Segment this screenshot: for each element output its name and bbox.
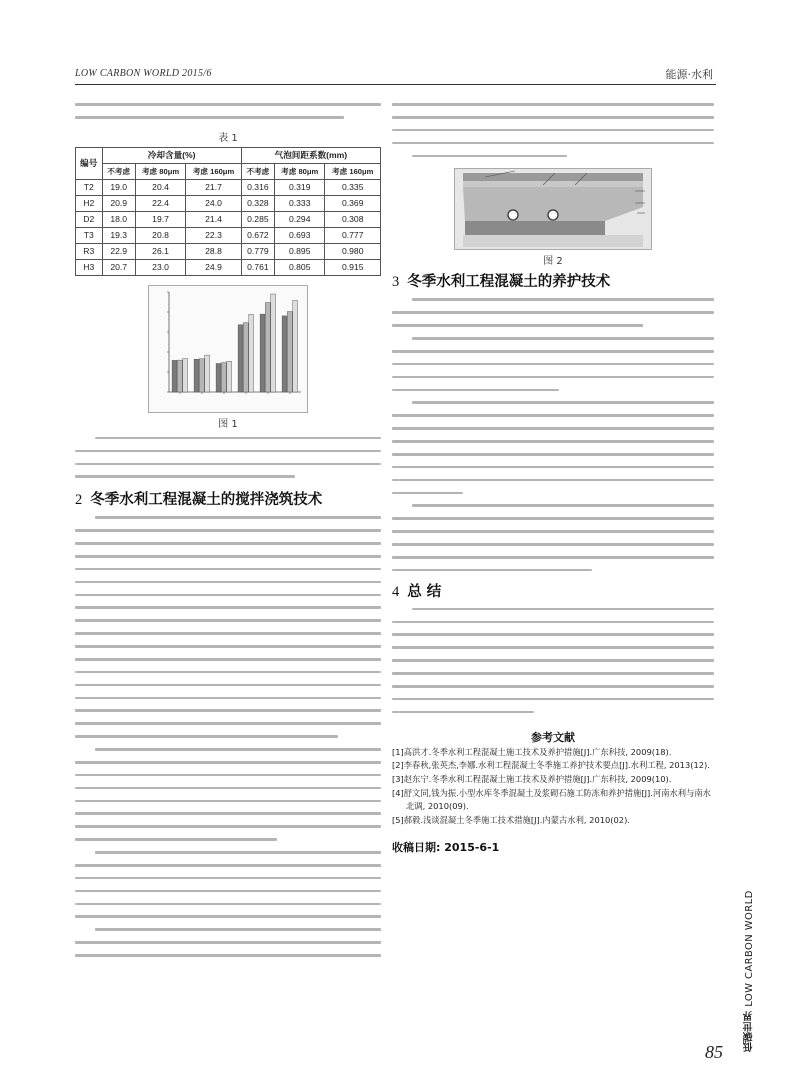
chart-bar <box>172 360 177 392</box>
reference-item: [3]赵东宁.冬季水利工程混凝土施工技术及养护措施[J].广东科技, 2009(10). <box>392 774 672 785</box>
table-cell: 0.285 <box>241 211 274 227</box>
table-subheader-row <box>76 163 381 179</box>
chart-bar <box>221 362 226 391</box>
section-title: 总 结 <box>407 583 442 600</box>
chart-bar <box>282 316 287 392</box>
reference-item: [2]李春秋,张英杰,李娜.水利工程混凝土冬季施工养护技术要点[J].水利工程, 2013(12). <box>392 760 710 771</box>
paragraph-insulation <box>392 98 714 162</box>
table-cell: 22.9 <box>102 243 135 259</box>
section-title: 冬季水利工程混凝土的养护技术 <box>407 274 611 291</box>
table-subheader: 考虑 160μm <box>325 163 381 179</box>
table-row-label: R3 <box>76 243 103 259</box>
table-cell: 0.316 <box>241 179 274 195</box>
table-cell: 0.779 <box>241 243 274 259</box>
table-row-label: T3 <box>76 227 103 243</box>
table-cell: 0.308 <box>325 211 381 227</box>
intro-paragraph <box>75 98 381 124</box>
table-cell: 0.335 <box>325 179 381 195</box>
chart-bar <box>205 355 210 392</box>
figure-2 <box>454 168 652 250</box>
table-group-header-1: 冷却含量(%) <box>102 147 241 163</box>
section-2-body <box>75 511 381 962</box>
table-cell: 0.333 <box>275 195 325 211</box>
section-title: 冬季水利工程混凝土的搅拌浇筑技术 <box>90 492 323 509</box>
chart-bar <box>265 302 270 392</box>
table-row <box>76 179 381 195</box>
table-cell: 0.805 <box>275 259 325 275</box>
table-cell: 24.0 <box>186 195 242 211</box>
figure-1-caption: 图 1 <box>218 418 238 430</box>
chart-bar <box>271 294 276 392</box>
section-2-heading <box>75 488 381 509</box>
table-cell: 0.319 <box>275 179 325 195</box>
running-header-journal: LOW CARBON WORLD 2015/6 <box>75 68 212 79</box>
brand-english: LOW CARBON WORLD <box>744 890 755 1007</box>
table-row <box>76 211 381 227</box>
chart-bar <box>287 311 292 392</box>
section-3-body <box>392 293 714 576</box>
insulation-diagram <box>455 169 651 249</box>
table-subheader: 考虑 160μm <box>186 163 242 179</box>
table-cell: 19.3 <box>102 227 135 243</box>
references-title: 参考文献 <box>531 730 575 744</box>
section-3-heading <box>392 270 714 291</box>
references-list <box>392 746 714 827</box>
table-row-label: H3 <box>76 259 103 275</box>
table-cell: 20.4 <box>135 179 185 195</box>
chart-axes <box>169 292 301 392</box>
table-cell: 20.8 <box>135 227 185 243</box>
table-row-header: 编号 <box>76 147 103 179</box>
table-row <box>76 259 381 275</box>
table-row-label: T2 <box>76 179 103 195</box>
table-cell: 0.915 <box>325 259 381 275</box>
table-cell: 22.3 <box>186 227 242 243</box>
table-group-header-2: 气泡间距系数(mm) <box>241 147 380 163</box>
table-cell: 24.9 <box>186 259 242 275</box>
table-subheader: 不考虑 <box>102 163 135 179</box>
paragraph-crack-prevention <box>75 432 381 484</box>
table-cell: 28.8 <box>186 243 242 259</box>
table-cell: 20.9 <box>102 195 135 211</box>
reference-item: [4]舒文同,钱为振.小型水库冬季混凝土及浆砌石施工防冻和养护措施[J].河南水利与南水北调, 2010(09). <box>392 788 711 811</box>
running-header-section: 能源·水利 <box>665 68 713 81</box>
table-row <box>76 195 381 211</box>
page-number: 85 <box>705 1042 723 1062</box>
table-row <box>76 243 381 259</box>
table-cell: 0.777 <box>325 227 381 243</box>
section-4-body <box>392 603 714 719</box>
chart-bar <box>216 363 221 392</box>
chart-bar <box>177 360 182 392</box>
table-cell: 0.672 <box>241 227 274 243</box>
figure-2-caption: 图 2 <box>543 256 563 268</box>
left-column <box>75 98 381 962</box>
header-rule <box>75 84 716 85</box>
chart-bar <box>183 358 188 392</box>
received-date: 收稿日期: 2015-6-1 <box>392 840 500 854</box>
table-subheader: 不考虑 <box>241 163 274 179</box>
table-cell: 0.895 <box>275 243 325 259</box>
chart-bar <box>249 314 254 392</box>
chart-bar <box>243 322 248 391</box>
chart-bar <box>238 325 243 392</box>
chart-bar <box>194 359 199 392</box>
table-cell: 18.0 <box>102 211 135 227</box>
section-4-heading <box>392 580 714 601</box>
side-brand <box>742 842 758 1052</box>
section-number: 4 <box>392 583 400 600</box>
table-body <box>76 179 381 275</box>
table-row-label: H2 <box>76 195 103 211</box>
chart-bar <box>227 361 232 392</box>
figure-1 <box>148 285 308 413</box>
table-cell: 23.0 <box>135 259 185 275</box>
reference-item: [1]高洪才.冬季水利工程混凝土施工技术及养护措施[J].广东科技, 2009(18). <box>392 746 672 757</box>
table-row-label: D2 <box>76 211 103 227</box>
table-caption: 表 1 <box>218 132 238 144</box>
chart-bar <box>260 314 265 392</box>
table-cell: 22.4 <box>135 195 185 211</box>
table-cell: 0.980 <box>325 243 381 259</box>
section-number: 3 <box>392 274 400 291</box>
table-cell: 20.7 <box>102 259 135 275</box>
table-subheader: 考虑 80μm <box>275 163 325 179</box>
table-cell: 21.7 <box>186 179 242 195</box>
table-cell: 26.1 <box>135 243 185 259</box>
brand-chinese: 低碳世界 <box>744 1010 755 1052</box>
table-subheader: 考虑 80μm <box>135 163 185 179</box>
section-number: 2 <box>75 492 83 509</box>
chart-bar <box>199 358 204 391</box>
bar-chart <box>149 286 307 412</box>
table-cell: 19.7 <box>135 211 185 227</box>
chart-bar <box>293 300 298 392</box>
table-cell: 21.4 <box>186 211 242 227</box>
right-column <box>392 98 714 855</box>
table-cell: 0.761 <box>241 259 274 275</box>
data-table <box>75 147 381 276</box>
table-cell: 0.294 <box>275 211 325 227</box>
table-cell: 0.328 <box>241 195 274 211</box>
reference-item: [5]郝毅.浅谈混凝土冬季施工技术措施[J].内蒙古水利, 2010(02). <box>392 814 630 825</box>
table-row <box>76 227 381 243</box>
table-cell: 0.369 <box>325 195 381 211</box>
table-cell: 19.0 <box>102 179 135 195</box>
table-cell: 0.693 <box>275 227 325 243</box>
